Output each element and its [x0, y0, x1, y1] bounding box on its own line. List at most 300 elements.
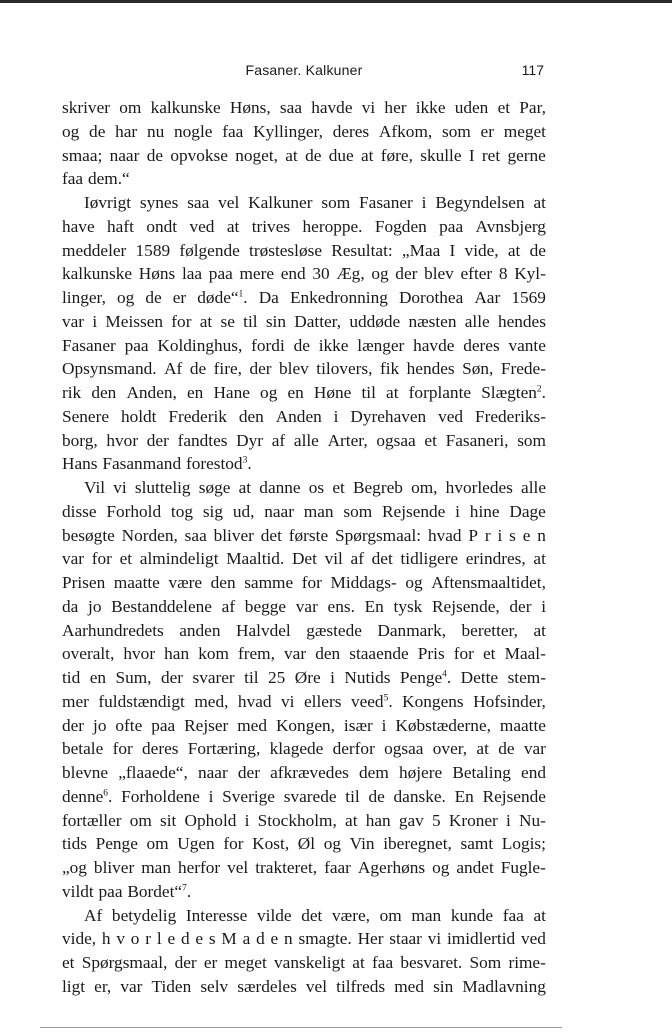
- word: I: [449, 240, 456, 260]
- word: en: [186, 383, 204, 402]
- word: var: [523, 739, 546, 759]
- word: Frede-: [500, 359, 546, 379]
- word: afkrævedes: [270, 763, 349, 782]
- word: Slægten$^2$.: [481, 383, 546, 402]
- word: Par,: [519, 98, 546, 117]
- text-line: [62, 239, 546, 263]
- word: ret: [481, 145, 501, 165]
- word: Høne: [313, 383, 352, 402]
- word: hine: [469, 501, 500, 521]
- word: faa: [372, 953, 394, 972]
- running-title: Fasaner. Kalkuner: [245, 62, 363, 78]
- word: tog: [170, 501, 194, 521]
- word: saa: [184, 525, 207, 545]
- word: 5: [432, 810, 441, 830]
- word: at: [199, 311, 213, 331]
- word: da: [62, 596, 79, 616]
- word: til: [345, 786, 360, 806]
- word: de: [368, 786, 385, 806]
- word: sin: [433, 976, 454, 996]
- word: Kongen,: [275, 715, 335, 735]
- word: de: [189, 359, 207, 379]
- word: svarer: [192, 668, 235, 687]
- word: denne$^6$.: [62, 786, 113, 806]
- word: h: [101, 929, 111, 949]
- word: at: [533, 193, 546, 212]
- word: synes: [139, 193, 179, 212]
- word: han: [164, 644, 190, 664]
- word: Kroner: [448, 810, 498, 830]
- word: være: [168, 573, 203, 592]
- word: faar: [324, 858, 351, 877]
- word: Vil: [84, 478, 106, 497]
- word: hendes: [497, 311, 546, 331]
- word: kalkunske: [62, 264, 133, 284]
- word: hvor: [106, 430, 139, 450]
- word: vil: [324, 549, 343, 569]
- word: næsten: [408, 311, 457, 331]
- word: Norden,: [121, 525, 178, 545]
- word: ellers: [304, 691, 342, 711]
- word: noget,: [235, 145, 278, 165]
- word: Æg,: [336, 264, 365, 284]
- word: har: [115, 121, 138, 141]
- word: nogle: [174, 121, 213, 141]
- word: s: [208, 929, 216, 949]
- word: have: [62, 216, 95, 236]
- word: den: [315, 644, 341, 664]
- word: var: [62, 311, 85, 331]
- word: ens.: [327, 596, 355, 616]
- word: ogsaa: [376, 430, 416, 450]
- word: naar: [264, 501, 294, 521]
- word: Spørgsmaal,: [81, 953, 168, 972]
- footnote-marker: 1: [238, 289, 244, 300]
- word: de: [305, 145, 322, 165]
- word: betydelig: [111, 905, 177, 925]
- word: Rejsende: [382, 501, 446, 521]
- word: Dorothea: [398, 288, 464, 307]
- word: hvad: [427, 525, 462, 545]
- word: der: [62, 715, 85, 735]
- word: Begyndelsen: [435, 193, 525, 212]
- word: Fugle-: [500, 858, 546, 877]
- word: ud,: [232, 501, 255, 521]
- word: hvorledes: [445, 478, 513, 497]
- word: der: [146, 430, 169, 450]
- word: i: [421, 193, 427, 212]
- word: Forholdene: [121, 786, 200, 806]
- word: var: [295, 596, 318, 616]
- word: imidlertid: [447, 929, 516, 949]
- word: En: [364, 596, 384, 616]
- word: I: [468, 145, 475, 165]
- word: andet: [456, 858, 494, 877]
- word: skulle: [420, 145, 462, 165]
- word: gerne: [507, 145, 546, 165]
- word: hvad: [237, 691, 272, 711]
- word: Interesse: [185, 905, 248, 925]
- word: efter: [460, 264, 493, 284]
- word: 1589: [135, 240, 171, 260]
- text-line: [62, 666, 546, 690]
- word: at: [285, 145, 298, 165]
- word: overalt,: [62, 644, 115, 664]
- word: der: [237, 763, 260, 782]
- word: i: [497, 525, 503, 545]
- word: naar: [197, 763, 228, 782]
- word: kunde: [450, 905, 494, 925]
- word: Rejsende: [482, 786, 546, 806]
- word: med,: [194, 691, 229, 711]
- word: „Maa: [401, 240, 441, 260]
- word: i: [455, 501, 460, 521]
- word: Middags-: [330, 573, 397, 592]
- word: ikke: [318, 335, 349, 355]
- word: Madlavning: [462, 976, 546, 996]
- text-line: [62, 262, 546, 286]
- word: om: [146, 834, 169, 854]
- word: kom: [198, 644, 229, 664]
- word: et: [497, 98, 511, 117]
- word: faa: [62, 169, 84, 189]
- word: end: [280, 264, 306, 284]
- word: sit: [160, 810, 177, 830]
- word: længer: [357, 335, 405, 355]
- word: linger,: [62, 288, 106, 307]
- text-line: [62, 690, 546, 714]
- word: derfor: [332, 739, 375, 759]
- word: som: [517, 430, 546, 450]
- word: til: [244, 668, 259, 687]
- word: vi: [281, 691, 295, 711]
- text-line: [62, 809, 546, 833]
- word: jo: [93, 715, 107, 735]
- word: man: [411, 905, 442, 925]
- word: svarede: [283, 786, 337, 806]
- word: Arter,: [327, 430, 368, 450]
- word: i: [244, 810, 250, 830]
- word: Købstæderne,: [395, 715, 491, 735]
- word: det: [301, 905, 323, 925]
- word: der: [160, 668, 184, 687]
- footnote-marker: 4: [442, 669, 447, 680]
- word: 30: [312, 264, 330, 284]
- word: var: [284, 644, 307, 664]
- word: Aar: [474, 288, 501, 307]
- word: Fasanmand: [102, 454, 182, 474]
- word: vi: [113, 478, 127, 497]
- word: maatte: [113, 573, 160, 592]
- word: Forhold: [106, 501, 162, 521]
- word: den: [210, 573, 236, 592]
- word: 8: [498, 264, 508, 284]
- text-line: [62, 975, 546, 999]
- word: for: [171, 311, 192, 331]
- bottom-rule: [40, 1027, 562, 1028]
- word: ofte: [115, 715, 143, 735]
- word: Her: [357, 929, 384, 949]
- word: et: [119, 549, 133, 569]
- word: Søn,: [462, 359, 494, 379]
- word: et: [483, 644, 496, 664]
- word: at: [386, 383, 399, 402]
- footnote-marker: 6: [103, 788, 109, 799]
- word: vi: [427, 929, 442, 949]
- word: tid: [62, 668, 81, 687]
- word: e: [270, 929, 279, 949]
- word: vel: [305, 976, 328, 996]
- word: selv: [200, 976, 229, 996]
- word: meget: [503, 121, 546, 141]
- word: tilovers,: [316, 359, 373, 379]
- word: Dage: [509, 501, 546, 521]
- word: som: [441, 121, 471, 141]
- word: Begreb: [352, 478, 403, 497]
- word: Frederiks-: [474, 406, 546, 426]
- word: Dyrehaven: [350, 406, 427, 426]
- word: fortæller: [62, 810, 122, 830]
- word: Fogden: [374, 216, 427, 236]
- word: naar: [109, 145, 140, 165]
- word: samme: [244, 573, 294, 592]
- word: et: [332, 478, 345, 497]
- word: Øl: [297, 834, 316, 854]
- word: samt: [460, 834, 494, 854]
- page-number: 117: [521, 62, 544, 78]
- word: er: [203, 953, 218, 972]
- word: disse: [62, 501, 97, 521]
- word: maatte: [499, 715, 546, 735]
- word: Halvdel: [236, 620, 291, 640]
- word: meget: [224, 953, 267, 972]
- word: erindres,: [465, 549, 526, 569]
- word: Ugen: [177, 834, 215, 854]
- word: at: [238, 478, 252, 497]
- word: r: [145, 929, 152, 949]
- word: sin: [265, 311, 286, 331]
- word: for: [91, 549, 112, 569]
- word: tidligere: [400, 549, 459, 569]
- word: om: [119, 98, 142, 117]
- text-line: [62, 785, 546, 809]
- word: ved: [189, 216, 215, 236]
- word: ved: [438, 406, 464, 426]
- word: 1569: [511, 288, 546, 307]
- word: i: [506, 810, 511, 830]
- word: forestod$^3$.: [185, 454, 252, 474]
- word: Prisen: [62, 573, 106, 592]
- text-line: [62, 880, 546, 904]
- word: danske.: [393, 786, 446, 806]
- word: Anden,: [126, 383, 177, 402]
- word: det: [260, 525, 282, 545]
- word: almindeligt: [139, 549, 219, 569]
- word: os: [308, 478, 325, 497]
- word: en: [89, 668, 107, 687]
- word: Nutids: [344, 668, 391, 687]
- word: e: [195, 929, 204, 949]
- word: rik: [62, 383, 82, 402]
- word: rime-: [508, 953, 546, 972]
- word: Logis;: [501, 834, 546, 854]
- word: Meissen: [105, 311, 164, 331]
- word: fire,: [213, 359, 242, 379]
- word: sluttelig: [134, 478, 191, 497]
- word: især: [343, 715, 373, 735]
- word: og: [323, 834, 342, 854]
- word: de: [293, 335, 310, 355]
- word: alle: [293, 430, 319, 450]
- word: hendes: [406, 359, 455, 379]
- word: deres: [332, 121, 370, 141]
- word: her: [384, 98, 407, 117]
- word: l: [156, 929, 162, 949]
- body-text: [62, 96, 546, 999]
- word: haft: [107, 216, 134, 236]
- word: som: [343, 501, 373, 521]
- word: vide,: [62, 929, 97, 949]
- word: besøgte: [62, 525, 115, 545]
- word: Fasaneri,: [445, 430, 509, 450]
- word: paa: [208, 264, 233, 284]
- word: Aftensmaaltidet,: [431, 573, 546, 592]
- text-line: [62, 904, 546, 928]
- word: trøstesløse: [249, 240, 322, 260]
- word: heroppe.: [302, 216, 363, 236]
- word: paa: [439, 216, 464, 236]
- word: Maaltid.: [226, 549, 285, 569]
- word: Koldinghus,: [157, 335, 243, 355]
- word: af: [350, 549, 364, 569]
- word: er: [172, 288, 187, 307]
- text-line: [62, 571, 546, 595]
- word: gæstede: [306, 620, 362, 640]
- word: den: [91, 383, 117, 402]
- word: er,: [94, 976, 112, 996]
- word: blevne: [62, 763, 109, 782]
- word: Det: [291, 549, 317, 569]
- word: Spørgsmaal:: [334, 525, 422, 545]
- word: var: [62, 549, 85, 569]
- word: vide,: [464, 240, 499, 260]
- text-line: [62, 191, 546, 215]
- footnote-marker: 7: [182, 883, 187, 894]
- word: Opsynsmand.: [62, 359, 157, 379]
- word: smaa;: [62, 145, 103, 165]
- footnote-marker: 3: [242, 455, 248, 466]
- text-line: [62, 500, 546, 524]
- word: Dyr: [236, 430, 264, 450]
- word: i: [92, 311, 98, 331]
- word: nu: [146, 121, 165, 141]
- word: at: [507, 240, 521, 260]
- word: En: [454, 786, 474, 806]
- word: i: [381, 715, 387, 735]
- word: tysk: [393, 596, 423, 616]
- word: at: [226, 216, 240, 236]
- word: særdeles: [237, 976, 297, 996]
- word: er: [480, 121, 494, 141]
- word: at: [345, 810, 358, 830]
- word: hvor: [123, 644, 156, 664]
- word: faa: [502, 905, 524, 925]
- word: Da: [258, 288, 279, 307]
- footnote-marker: 5: [383, 693, 389, 704]
- word: Tiden: [151, 976, 192, 996]
- text-line: [62, 714, 546, 738]
- text-line: [62, 286, 546, 310]
- word: der: [509, 596, 532, 616]
- word: over,: [432, 739, 468, 759]
- word: trives: [251, 216, 291, 236]
- word: Hane: [213, 383, 250, 402]
- word: dem.“: [87, 169, 130, 189]
- word: s: [509, 525, 516, 545]
- word: for: [112, 739, 133, 759]
- word: døde“$^1$.: [197, 288, 248, 307]
- word: Sum,: [115, 668, 152, 687]
- word: man: [303, 501, 334, 521]
- word: for: [301, 573, 322, 592]
- word: de: [146, 145, 163, 165]
- word: man: [141, 858, 171, 877]
- word: smagte.: [298, 929, 352, 949]
- word: om: [379, 905, 402, 925]
- word: ligt: [62, 976, 86, 996]
- word: dem: [359, 763, 389, 782]
- word: Som: [469, 953, 502, 972]
- word: saa: [279, 98, 302, 117]
- word: besvaret.: [400, 953, 463, 972]
- word: for: [453, 644, 474, 664]
- word: vildt: [62, 881, 94, 901]
- word: i: [333, 406, 339, 426]
- word: se: [220, 311, 235, 331]
- word: med: [394, 976, 424, 996]
- word: vanskeligt: [274, 953, 346, 972]
- word: søge: [198, 478, 231, 497]
- word: fandtes: [177, 430, 228, 450]
- text-line: [62, 144, 546, 168]
- word: at: [352, 953, 365, 972]
- word: 25: [268, 668, 286, 687]
- word: der: [395, 264, 418, 284]
- word: Rejsende,: [432, 596, 500, 616]
- word: Af: [84, 905, 103, 925]
- word: havde: [413, 335, 455, 355]
- word: vel: [218, 193, 240, 212]
- word: Danmark,: [377, 620, 447, 640]
- text-line: [62, 167, 546, 191]
- word: de: [89, 121, 106, 141]
- word: Fasaner: [359, 193, 413, 212]
- word: første: [288, 525, 329, 545]
- word: i: [541, 596, 546, 616]
- word: faa: [222, 121, 244, 141]
- word: Frederik: [168, 406, 227, 426]
- word: fik: [379, 359, 400, 379]
- footnote-marker: 2: [536, 384, 542, 395]
- word: Hans: [62, 454, 98, 474]
- word: det: [371, 549, 393, 569]
- word: Bestanddelene: [111, 596, 212, 616]
- word: følgende: [179, 240, 240, 260]
- word: alle: [521, 478, 546, 497]
- word: deres: [463, 335, 500, 355]
- word: med: [237, 715, 267, 735]
- word: vante: [508, 335, 546, 355]
